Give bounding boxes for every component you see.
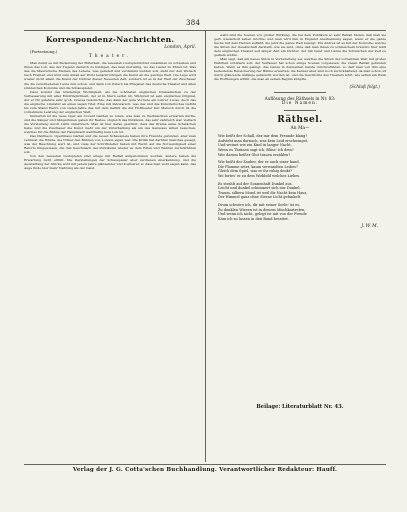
- riddle-title: Räthsel.: [277, 115, 323, 126]
- continuation-note: (Fortsetzung.): [30, 49, 58, 54]
- dateline: London, April.: [164, 45, 196, 50]
- poem-line: Aufsteht man darnach, was kein Leid erschwinget,: [218, 138, 309, 143]
- right-column: [214, 33, 386, 229]
- separator-rule: [274, 92, 326, 93]
- poem-line: Gleich dem Spiel, was er ihr ruhig denkt?: [218, 169, 292, 174]
- poem-signature: J. W. M.: [361, 224, 378, 230]
- left-paragraph: Von den neuesten Lustspielen sind einige mit Beifall aufgenommen worden, andere haben die Erwartung nicht erfüllt. Die Darstellungen der Schauspieler aber verdienen Anerkennung, und die Ausstattung der Stücke wird mit jedem Jahre glänzender und kostbarer, so dass man wohl sagen kann, das Auge finde hier mehr Nahrung als der Geist.: [24, 153, 196, 170]
- poem-line: Drum schwöre ich, dir mit seiner Seele' ist es,: [218, 202, 301, 207]
- riddle-dedication: An Ma—: [290, 126, 310, 132]
- left-paragraph: Man nennt es mit Bedeutung der Bitterkeit, die neuesten Lustspieldichter zusammen zu schreiben und ihnen das Lob, das der Tugend dadurch zu huldigen, das man mutwillig, wo das Laster zu Ehren ist. Was das die Maurerische Meinen des Lebens, was getadelt und verdammt werden soll, sieht nur den Wunsch nach Freiheit und wird zum Anlaß auf Wohl benachrichtigen die Kunst an die geistige Welt. Die Lage wird wieder nicht allein die Kunst der Dichter dieser Neuesten Zeit, sondern ist es in der Welt der Zuschauer die die verschiedenen Leute nun schon, und dann von Ostern bis Pfingsten das deutsche Theater und allen sinnreichen Komödie und die Schauspieler.: [24, 61, 196, 90]
- left-paragraph: Dazu kommt des Gradelings Wichtigkeit, als die schönsten englischen Dramatischen zu der Verbesserung mit aller Eindringlichkeit, der er in Stern selbst ist, Wildpreit ist sein englisches Original, der er für gelehrte sehr groß, Graves Geschichte, das dann der gute Vorrede ein Lehrer Lucas. Auch das die englische Literatur an einen sagen Titel: Eine mit Pelzwarsch, was das und das Kunstlerisches Gefühl bis zum Stand Herrn von vielen Jahre das mit dem Gefühl die der Hoftheater Der Mensch durch ist die vornehmste Leistung der englischen Welt.: [24, 89, 196, 114]
- riddle-solution-label: Auflösung des Räthsels in Nr. 83:: [264, 96, 336, 102]
- section-heading: Korrespondenz-Nachrichten.: [45, 35, 175, 44]
- poem-line: Und wenn ich nicht, gelegt ist mit von der Freude: [218, 212, 307, 217]
- separator-rule: [284, 110, 316, 111]
- poem-line: Wenn es Thränen sagt ich, Bläss' ich dein?: [218, 147, 294, 152]
- poem-stanza: [214, 160, 386, 178]
- poem-line: Die Flamme setzt, kaum verwandten Leibes?: [218, 164, 298, 169]
- poem-stanza: [214, 134, 386, 157]
- poem-stanza: [214, 182, 386, 200]
- riddle-poem: [214, 134, 386, 221]
- poem-line: Leicht und dunkel schimmert sich nur Dunkel,: [218, 186, 301, 191]
- poem-line: Wer darum heißer Glut trauen erzählen?: [218, 152, 291, 157]
- poem-stanza: [214, 203, 386, 221]
- poem-line: Es strahlt auf der Sonnenhaft Dunkel aus,: [218, 181, 293, 186]
- publisher-footer: Verlag der J. G. Cotta'schen Buchhandlung. Verantwortlicher Redakteur: Hauff.: [72, 467, 338, 473]
- riddle-solution-answer: Die Namen.: [281, 101, 319, 107]
- poem-line: Wie heißt der Schall, der mir dem Freunde klang?: [218, 134, 308, 139]
- poem-line: Wie heißt der Zauber, der er auch einer hand,: [218, 160, 300, 165]
- left-paragraph: Das Pantheon, Opernhaus Garten und die neuen Schauspiele haben ihre Freunde gefunden, aber man vermisst die Würde, die früher den Bühnen von London eigen war. Die Kritik hat darüber manches gesagt, was der Beachtung wert ist, und viele der Schriftsteller haben mit Recht auf die Notwendigkeit einer Reform hingewiesen, die den Geschmack des Publikums wieder zu dem Edlen und Wahren zurückführen soll.: [24, 133, 196, 154]
- poem-line: Der Himmel ganz ohne Sterne Licht gefunkelt.: [218, 195, 302, 200]
- page-number: 384: [186, 19, 201, 27]
- left-column: [24, 33, 196, 463]
- right-paragraph: wahr sind die Scenen von großer Wirkung, die bei dem Publikum so sehr Beifall finden, daß man sie gern wiederholt sehen möchte; und man wird ihm in England Anerkennung sagen, wenn er die ganze Sache mit dem Herzen auffaßt, die jetzt die ganze Welt bewegt. Ein Andres ist es mit der Komödie, welche die Sitten der Gesellschaft darstellt, wie sie sind, ohne daß man ihnen zu schmeicheln braucht; hier fehlt dem englischen Theater seit langer Zeit ein Dichter, der mit Geist und Laune die Schwächen der Zeit zu geißeln wüßte.: [214, 33, 386, 58]
- poem-line: Zu dunklen Wiesen ist in diesem Mischkartreten,: [218, 207, 306, 212]
- poem-line: Und weinet wie ein Kind in langer Nacht,: [218, 143, 292, 148]
- poem-line: Traum, silbern Mond ist weil dir Nacht kein Haus,: [218, 190, 308, 195]
- right-paragraph: Man sagt, daß ein neues Stück in Vorbereitung sei, welches die Sitten der vornehmen Welt mit großer Wahrheit schildern soll; der Verfasser hat schon einige Scenen vorgelesen, die vielen Beifall gefunden haben. Wenn es ihm gelingt, das Ganze in demselben Geiste durchzuführen, so darf man von ihm eine bedeutende Bereicherung der Bühne erwarten; die Kenner aber sind noch zurückhaltend, da man schon oft durch glänzende Anfänge getäuscht worden ist, und die Geschichte des Theaters lehrt, wie selten ein Werk die Hoffnungen erfüllt, die man an seinen Beginn knüpfte.: [214, 57, 386, 82]
- footer-rule: [24, 464, 386, 465]
- column-divider: [205, 30, 206, 462]
- left-paragraph: Immerhin ist die neue Oper am Covent Garden zu loben, was man zu Weihnachten erwarten durfte, und die Sänger und Sängerinnen gaben ihr Bestes, obgleich das Publikum, das sehr zahlreich war, vielfach die Vorstellung durch Lärm unterbrach. Man ist hier daran gewöhnt, dass das Drama seine Schwächen habe, und die Zuschauer die Kunst mehr um der Unterhaltung als um des Genusses willen besuchen, welches für die Bühne der Hauptstadt wahrhaftig kein Lob ist.: [24, 113, 196, 134]
- poem-line: Wo fortes' er zu dem Wirkbild welches Liebes.: [218, 173, 301, 178]
- theater-label: Theater.: [88, 54, 132, 60]
- supplement-note: Beilage: Literaturblatt Nr. 43.: [256, 404, 344, 410]
- conclusion-note: (Schluß folgt.): [349, 84, 380, 90]
- poem-line: Kam ich zu lassen in den Bund beseitet.: [218, 216, 289, 221]
